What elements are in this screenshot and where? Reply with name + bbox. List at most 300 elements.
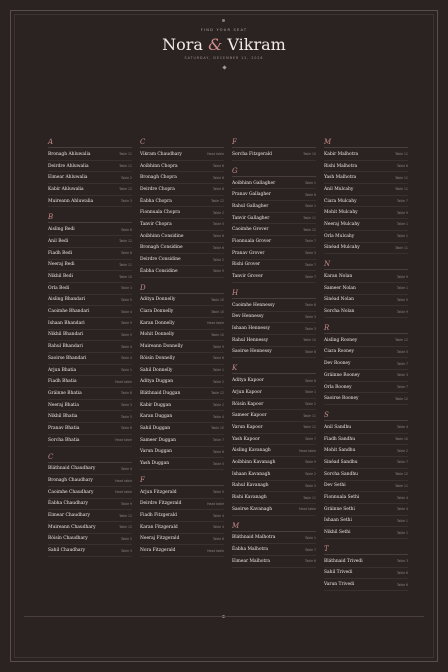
guest-name: Pranav Grover [232,250,265,256]
guest-name: Caoimhe Bhandari [48,309,90,315]
table-assignment: Table 8 [305,303,316,308]
guest-name: Muireann Chaudhary [48,524,96,530]
table-assignment: Table 7 [213,438,224,443]
table-assignment: Head table [207,321,224,326]
table-assignment: Table 6 [121,227,132,232]
guest-name: Arjun Fitzgerald [140,489,177,495]
guest-name: Muireann Donnelly [140,344,183,350]
table-assignment: Table 11 [303,495,316,500]
section-letter: C [48,453,132,463]
guest-name: Nikhil Bhandari [48,332,84,338]
table-assignment: Table 4 [397,495,408,500]
table-assignment: Table 10 [395,437,408,442]
letter-section [324,324,408,405]
table-assignment: Table 4 [397,425,408,430]
guest-name: Varun Kapoor [232,424,263,430]
guest-name: Éabha Malhotra [232,547,268,553]
table-assignment: Table 7 [305,547,316,552]
guest-row [324,370,408,382]
table-assignment: Table 7 [305,239,316,244]
table-assignment: Table 11 [119,164,132,169]
table-assignment: Table 8 [397,164,408,169]
guest-row [48,365,132,377]
guest-row [140,184,224,196]
table-assignment: Table 8 [121,251,132,256]
guest-row [140,365,224,377]
table-assignment: Table 10 [303,338,316,343]
guest-name: Éabha Considine [140,268,178,274]
guest-row [324,347,408,359]
name-1: Nora [162,35,203,54]
guest-name: Sorcha Nolan [324,309,355,315]
guest-row [324,457,408,469]
guest-row [48,388,132,400]
guest-row [140,266,224,278]
guest-name: Vikram Chaudhary [140,151,182,157]
guest-name: Éabha Chaudhary [48,501,88,507]
guest-row [140,545,224,557]
section-letter: H [232,289,316,299]
guest-row [324,207,408,219]
guest-name: Bronagh Ahluwalia [48,151,91,157]
table-assignment: Head table [115,490,132,495]
table-assignment: Table 3 [397,373,408,378]
table-assignment: Table 5 [397,349,408,354]
guest-name: Sahil Trivedi [324,570,353,576]
guest-name: Mohit Sandhu [324,448,356,454]
table-assignment: Table 8 [305,349,316,354]
letter-section [48,213,132,446]
guest-name: Anil Mulcahy [324,186,354,192]
guest-row [48,224,132,236]
letter-section [140,284,224,470]
table-assignment: Table 6 [305,192,316,197]
guest-row [140,400,224,412]
guest-row [48,353,132,365]
table-assignment: Table 10 [211,426,224,431]
guest-name: Nikhil Sethi [324,530,351,536]
guest-name: Deirdre Ahluwalia [48,163,89,169]
guest-row [48,271,132,283]
guest-name: Bronagh Chopra [140,175,177,181]
guest-row [232,504,316,516]
guest-name: Éabha Chopra [140,198,172,204]
table-assignment: Table 11 [303,413,316,418]
section-letter: M [232,522,316,532]
guest-name: Aoibhinn Considine [140,233,184,239]
ampersand: & [208,35,223,54]
guest-row [324,579,408,591]
table-assignment: Table 7 [397,460,408,465]
guest-name: Sameer Duggan [140,437,176,443]
guest-row [232,236,316,248]
guest-name: Arjun Bhatia [48,367,77,373]
guest-row [232,323,316,335]
guest-name: Saoirse Bhandari [48,355,87,361]
guest-row [48,510,132,522]
guest-row [48,464,132,476]
guest-name: Sahil Donnelly [140,367,173,373]
table-assignment: Table 2 [121,175,132,180]
section-letter: A [48,138,132,148]
guest-row [232,481,316,493]
guest-row [324,306,408,318]
table-assignment: Table 1 [397,530,408,535]
guest-row [324,283,408,295]
table-assignment: Table 7 [397,361,408,366]
table-assignment: Table 12 [303,227,316,232]
guest-name: Fionnuala Chopra [140,210,180,216]
table-assignment: Table 12 [395,338,408,343]
guest-name: Róisín Kapoor [232,401,264,407]
table-assignment: Table 11 [119,152,132,157]
table-assignment: Table 9 [397,274,408,279]
table-assignment: Table 10 [211,297,224,302]
table-assignment: Table 7 [305,437,316,442]
guest-row [48,522,132,534]
guest-name: Fionnuala Grover [232,238,272,244]
guest-name: Sorcha Fitzgerald [232,151,272,157]
table-assignment: Table 9 [397,309,408,314]
header-kicker: FIND YOUR SEAT [200,28,248,32]
section-letter: S [324,411,408,421]
guest-row [48,283,132,295]
table-assignment: Table 1 [305,535,316,540]
guest-name: Neeraj Mulcahy [324,221,360,227]
table-assignment: Table 11 [395,187,408,192]
table-assignment: Table 1 [305,181,316,186]
guest-name: Eimear Malhotra [232,558,270,564]
table-assignment: Table 11 [395,483,408,488]
section-letter: G [232,167,316,177]
guest-name: Yash Duggan [140,461,170,467]
guest-row [232,556,316,568]
table-assignment: Table 5 [305,483,316,488]
guest-name: Eimear Chaudhary [48,513,90,519]
name-2: Vikram [227,35,286,54]
guest-name: Saoirse Kavanagh [232,506,273,512]
table-assignment: Table 10 [303,152,316,157]
guest-row [140,295,224,307]
guest-name: Dev Sethi [324,483,346,489]
table-assignment: Table 4 [213,525,224,530]
table-assignment: Table 6 [213,164,224,169]
table-assignment: Table 5 [397,297,408,302]
guest-row [324,445,408,457]
guest-name: Neeraj Bedi [48,262,75,268]
guest-name: Eimear Ahluwalia [48,175,88,181]
guest-name: Tanvir Grover [232,274,263,280]
guest-row [48,196,132,208]
guest-name: Sahil Duggan [140,425,171,431]
guest-name: Varun Duggan [140,449,172,455]
guest-column-2 [140,138,224,563]
guest-name: Varun Trivedi [324,582,355,588]
guest-row [48,306,132,318]
table-assignment: Head table [299,448,316,453]
table-assignment: Table 12 [211,391,224,396]
guest-name: Rahul Kavanagh [232,483,269,489]
guest-row [48,330,132,342]
letter-section [232,167,316,283]
guest-name: Mohit Mulcahy [324,210,358,216]
letter-section [232,364,316,515]
guest-name: Róisín Donnelly [140,355,175,361]
table-assignment: Table 4 [213,513,224,518]
table-assignment: Table 12 [211,199,224,204]
table-assignment: Table 1 [305,390,316,395]
guest-row [48,161,132,173]
guest-name: Kabir Malhotra [324,151,359,157]
guest-name: Orla Rooney [324,384,352,390]
letter-section [324,411,408,539]
guest-name: Orla Mulcahy [324,233,355,239]
guest-name: Karan Nolan [324,274,353,280]
guest-row [48,248,132,260]
guest-row [48,534,132,546]
guest-name: Sameer Kapoor [232,413,267,419]
guest-row [232,347,316,359]
letter-section [232,522,316,568]
table-assignment: Table 3 [121,548,132,553]
table-assignment: Table 2 [397,448,408,453]
guest-name: Tanvir Chopra [140,221,172,227]
guest-row [232,178,316,190]
guest-row [48,400,132,412]
table-assignment: Head table [115,438,132,443]
guest-row [140,341,224,353]
guest-name: Ciara Mulcahy [324,198,357,204]
table-assignment: Head table [207,501,224,506]
guest-row [324,358,408,370]
guest-name: Gráinne Rooney [324,372,360,378]
guest-name: Neeraj Bhatia [48,402,79,408]
table-assignment: Head table [115,478,132,483]
section-letter: F [140,476,224,486]
guest-row [140,353,224,365]
guest-row [48,341,132,353]
table-assignment: Table 1 [305,204,316,209]
guest-row [232,335,316,347]
guest-row [232,422,316,434]
section-letter: R [324,324,408,334]
table-assignment: Table 9 [397,210,408,215]
guest-row [48,184,132,196]
letter-section [232,138,316,161]
guest-row [48,411,132,423]
guest-row [48,487,132,499]
table-assignment: Table 12 [395,396,408,401]
guest-name: Aisling Bedi [48,227,75,233]
guest-name: Mohit Donnelly [140,332,175,338]
guest-row [140,423,224,435]
guest-row [140,207,224,219]
guest-name: Sinéad Mulcahy [324,245,360,251]
table-assignment: Table 9 [213,344,224,349]
table-assignment: Table 6 [213,245,224,250]
guest-name: Ciara Donnelly [140,309,174,315]
guest-row [140,231,224,243]
guest-row [324,393,408,405]
table-assignment: Table 3 [121,199,132,204]
guest-row [232,410,316,422]
guest-row [324,469,408,481]
guest-name: Aditya Kapoor [232,378,264,384]
guest-row [232,248,316,260]
table-assignment: Table 10 [119,274,132,279]
guest-row [232,300,316,312]
table-assignment: Table 4 [121,309,132,314]
guest-row [232,213,316,225]
guest-name: Rahul Hennessy [232,337,269,343]
top-ornament-dot [222,19,225,22]
guest-name: Fiadh Bhatia [48,379,77,385]
guest-row [232,544,316,556]
guest-row [140,487,224,499]
guest-name: Aditya Duggan [140,379,174,385]
section-letter: D [140,284,224,294]
guest-name: Bronagh Chaudhary [48,478,93,484]
guest-name: Sameer Nolan [324,285,356,291]
wedding-date: SATURDAY, DECEMBER 12, 2026 [184,56,264,60]
guest-name: Orla Bedi [48,285,70,291]
guest-row [324,504,408,516]
guest-row [140,161,224,173]
guest-row [232,375,316,387]
guest-row [48,423,132,435]
guest-row [232,399,316,411]
guest-row [140,522,224,534]
guest-column-1 [48,138,132,563]
guest-row [324,231,408,243]
guest-name: Arjun Kapoor [232,389,262,395]
guest-name: Aoibhinn Kavanagh [232,459,276,465]
letter-section [140,476,224,557]
table-assignment: Table 1 [397,222,408,227]
table-assignment: Table 3 [121,403,132,408]
guest-column-4 [324,138,408,597]
guest-row [324,271,408,283]
table-assignment: Table 6 [397,570,408,575]
letter-section [324,138,408,254]
guest-row [324,219,408,231]
guest-row [48,295,132,307]
guest-name: Kabir Duggan [140,402,172,408]
guest-name: Rishi Grover [232,262,261,268]
guest-name: Pranav Gallagher [232,192,271,198]
guest-row [140,376,224,388]
guest-name: Bláthnaid Chaudhary [48,466,96,472]
guest-name: Nora Fitzgerald [140,548,176,554]
guest-row [324,172,408,184]
guest-row [48,475,132,487]
guest-row [140,219,224,231]
table-assignment: Table 2 [213,210,224,215]
table-assignment: Table 12 [119,513,132,518]
table-assignment: Table 2 [213,257,224,262]
table-assignment: Table 2 [213,403,224,408]
table-assignment: Table 5 [213,490,224,495]
table-assignment: Table 6 [397,582,408,587]
guest-row [140,435,224,447]
guest-name: Muireann Ahluwalia [48,198,94,204]
guest-column-3 [232,138,316,574]
guest-name: Ishaan Bhandari [48,320,85,326]
table-assignment: Table 3 [305,314,316,319]
guest-row [48,318,132,330]
guest-name: Fionnuala Sethi [324,495,360,501]
guest-name: Bláthnaid Trivedi [324,558,363,564]
guest-name: Deirdre Chopra [140,186,175,192]
guest-name: Bláthnaid Duggan [140,390,181,396]
table-assignment: Head table [299,507,316,512]
guest-name: Saoirse Hennessy [232,349,272,355]
guest-row [140,447,224,459]
table-assignment: Table 4 [397,507,408,512]
table-assignment: Table 11 [395,245,408,250]
guest-name: Caoimhe Grover [232,227,269,233]
guest-name: Ishaan Hennessy [232,326,270,332]
guest-row [324,243,408,255]
table-assignment: Table 8 [305,378,316,383]
guest-row [232,469,316,481]
guest-row [232,312,316,324]
section-letter: T [324,545,408,555]
guest-row [48,172,132,184]
guest-name: Dev Hennessy [232,314,264,320]
table-assignment: Table 6 [213,536,224,541]
guest-name: Bláthnaid Malhotra [232,535,276,541]
guest-name: Caoimhe Chaudhary [48,489,94,495]
guest-name: Sorcha Sandhu [324,471,358,477]
guest-name: Fiadh Bedi [48,250,73,256]
table-assignment: Table 6 [121,426,132,431]
guest-row [324,335,408,347]
guest-name: Aditya Donnelly [140,297,176,303]
guest-name: Fiadh Fitzgerald [140,513,177,519]
guest-row [140,510,224,522]
guest-name: Rahul Gallagher [232,203,269,209]
guest-row [140,254,224,266]
table-assignment: Table 7 [305,262,316,267]
table-assignment: Table 9 [213,269,224,274]
table-assignment: Table 12 [395,472,408,477]
letter-section [48,453,132,558]
table-assignment: Table 12 [119,239,132,244]
table-assignment: Table 11 [395,152,408,157]
guest-name: Gráinne Bhatia [48,390,82,396]
guest-row [324,196,408,208]
table-assignment: Table 10 [211,332,224,337]
table-assignment: Table 5 [213,222,224,227]
bottom-rule [24,616,424,617]
guest-row [324,149,408,161]
guest-name: Yash Kapoor [232,436,260,442]
guest-name: Aisling Bhandari [48,297,86,303]
header [0,28,448,69]
table-assignment: Table 11 [119,262,132,267]
guest-row [232,149,316,161]
guest-name: Kabir Ahluwalia [48,186,84,192]
guest-name: Aisling Rooney [324,337,358,343]
table-assignment: Table 7 [305,274,316,279]
guest-name: Neeraj Fitzgerald [140,536,180,542]
table-assignment: Head table [207,548,224,553]
guest-row [48,499,132,511]
table-assignment: Table 1 [121,368,132,373]
table-assignment: Table 5 [121,536,132,541]
guest-row [48,376,132,388]
